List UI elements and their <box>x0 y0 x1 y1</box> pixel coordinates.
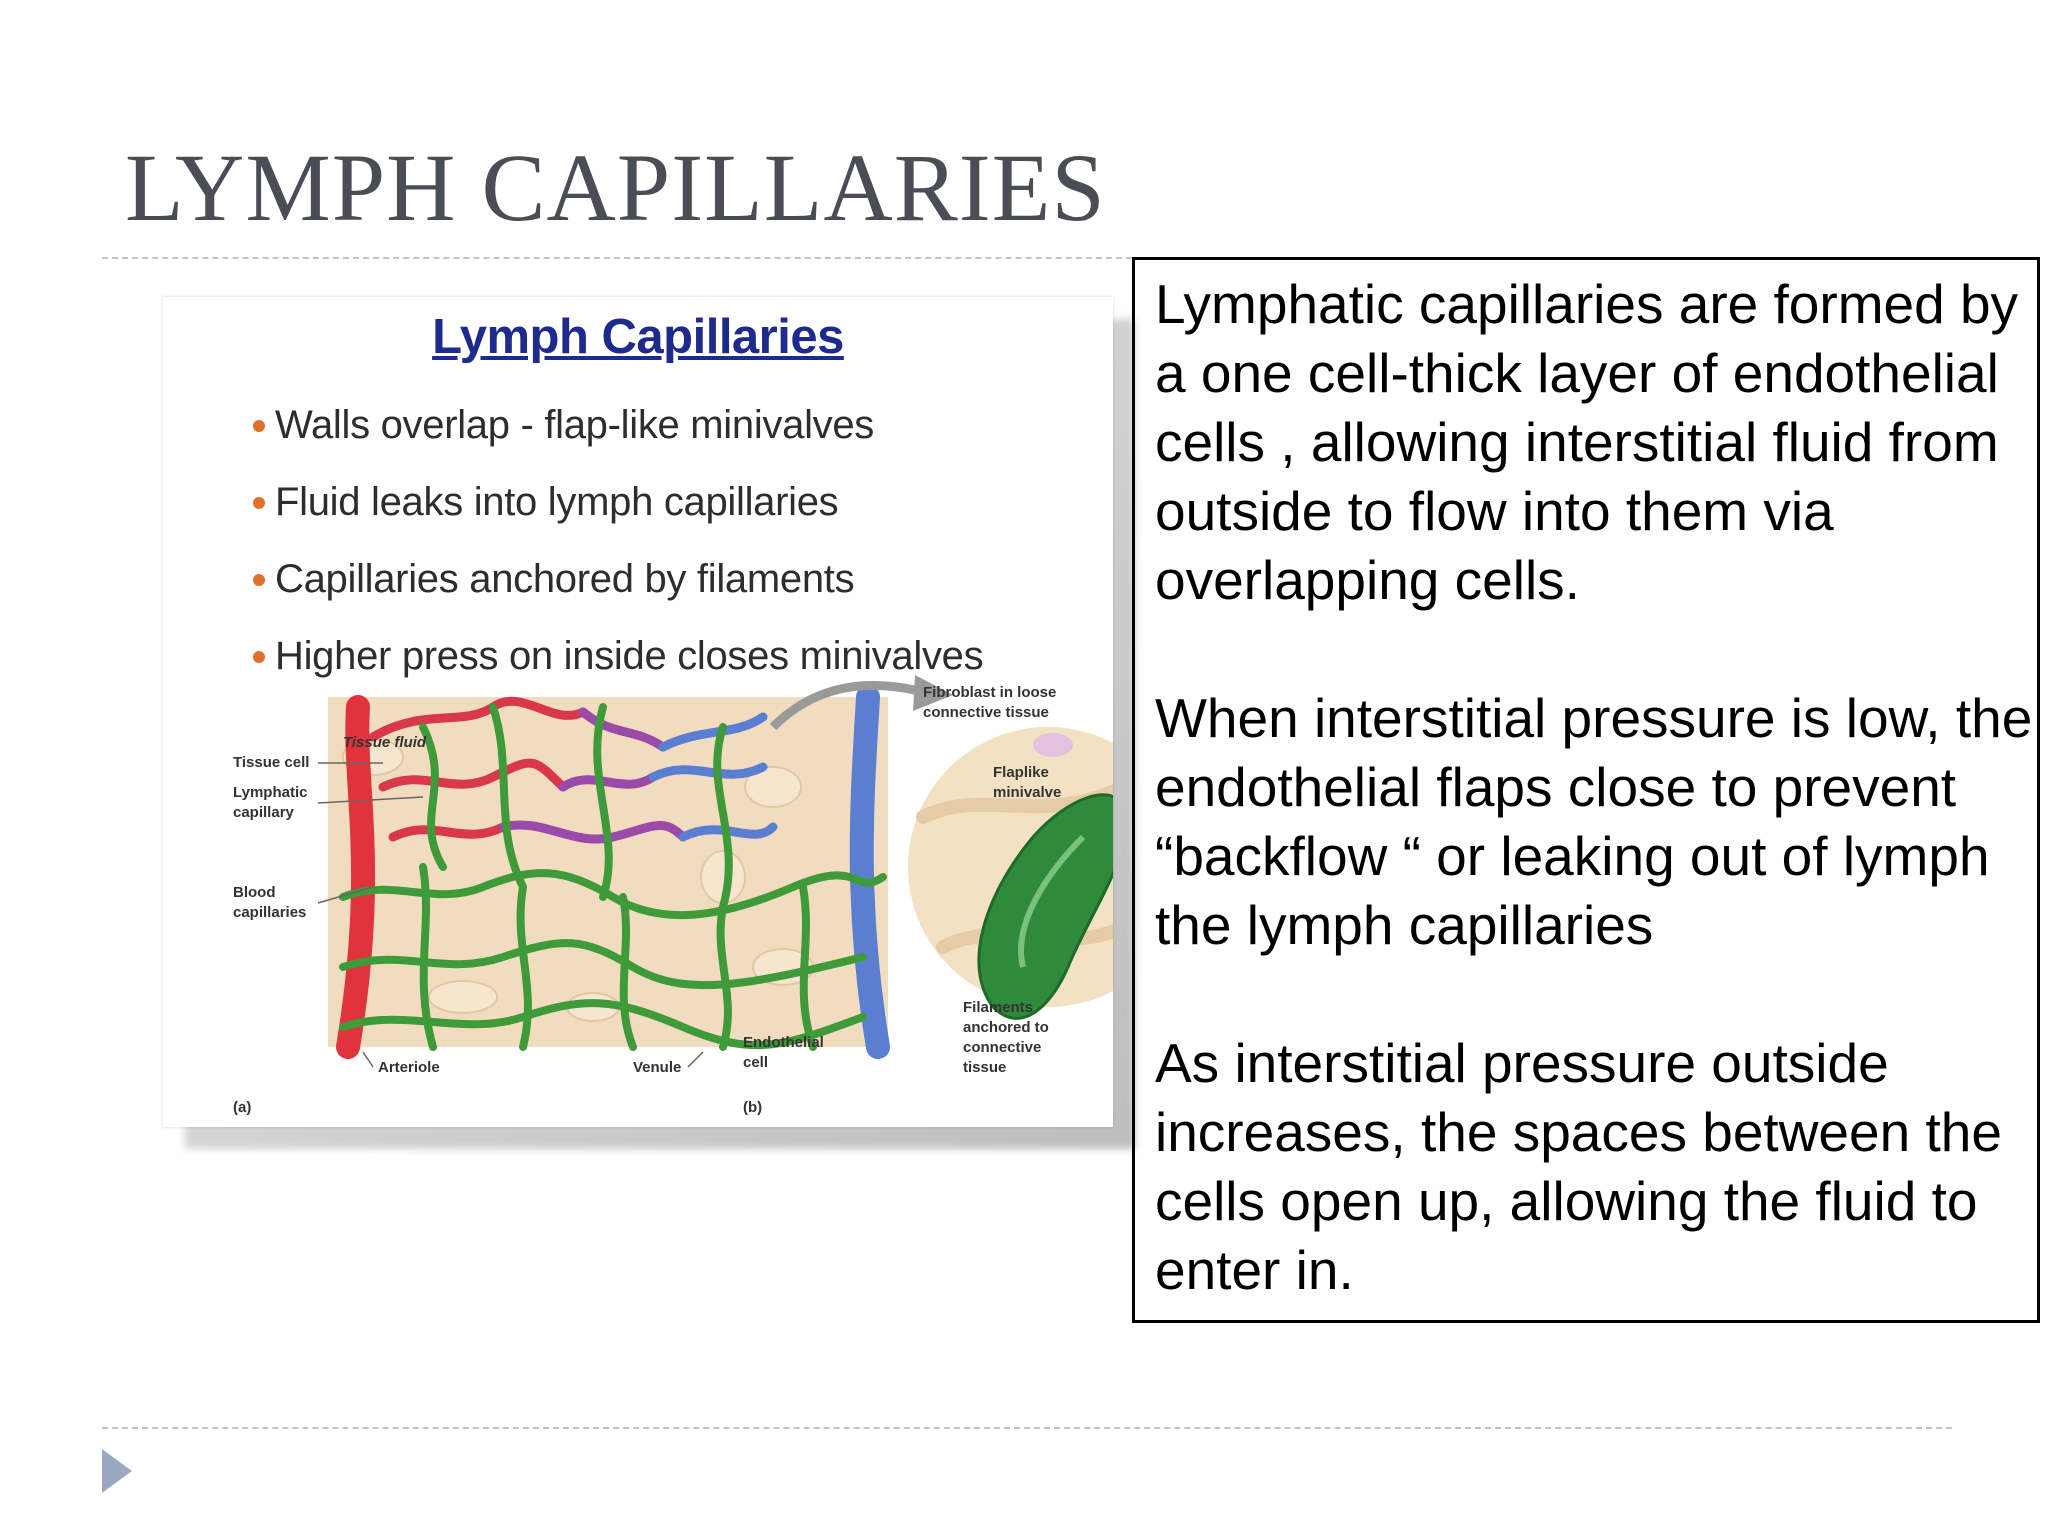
bullet-dot-icon <box>253 574 265 586</box>
explanation-paragraph: As interstitial pressure outside increases, the spaces between the cells open up, allowing the fluid to enter in. <box>1155 1032 2002 1301</box>
explanation-paragraph: Lymphatic capillaries are formed by a one cell-thick layer of endothelial cells , allowing interstitial fluid from outside to flow into them via overlapping cells. <box>1155 273 2019 611</box>
label-blood-1: Blood <box>233 884 276 901</box>
slide-corner-arrow-icon <box>102 1449 132 1493</box>
footer-divider <box>102 1427 1952 1429</box>
title-divider <box>102 257 1132 259</box>
bullet-dot-icon <box>253 651 265 663</box>
label-filaments-2: anchored to <box>963 1019 1049 1036</box>
label-arteriole: Arteriole <box>378 1059 440 1076</box>
label-panel-b: (b) <box>743 1099 763 1116</box>
bullet-dot-icon <box>253 420 265 432</box>
label-fibroblast-2: connective tissue <box>923 704 1049 721</box>
explanation-paragraph: When interstitial pressure is low, the endothelial flaps close to prevent “backflow “ or leaking out of lymph the lymph capillaries <box>1155 687 2033 956</box>
label-panel-a: (a) <box>233 1099 252 1116</box>
label-endothelial-1: Endothelial <box>743 1034 824 1051</box>
bullet-item <box>253 387 983 464</box>
label-tissue-cell: Tissue cell <box>233 754 310 771</box>
bullet-text: Walls overlap - flap-like minivalves <box>275 403 875 447</box>
label-endothelial-2: cell <box>743 1054 769 1071</box>
label-tissue-fluid: Tissue fluid <box>343 734 427 751</box>
bullet-text: Capillaries anchored by filaments <box>275 557 855 601</box>
label-venule: Venule <box>633 1059 682 1076</box>
bullet-text: Fluid leaks into lymph capillaries <box>275 480 839 524</box>
explanation-text <box>1155 270 2035 1374</box>
label-filaments-3: connective <box>963 1039 1042 1056</box>
label-blood-2: capillaries <box>233 904 307 921</box>
slide-title: LYMPH CAPILLARIES <box>125 134 1106 241</box>
figure-frame <box>163 297 1113 1127</box>
capillary-diagram <box>163 667 1113 1127</box>
label-lymphatic-1: Lymphatic <box>233 784 308 801</box>
label-filaments-4: tissue <box>963 1059 1007 1076</box>
bullet-item <box>253 464 983 541</box>
bullet-text: Higher press on inside closes minivalves <box>275 634 984 678</box>
bullet-item <box>253 541 983 618</box>
figure-heading: Lymph Capillaries <box>432 310 844 364</box>
label-flaplike-2: minivalve <box>993 784 1062 801</box>
lymph-capillaries-figure <box>163 297 1113 1127</box>
label-flaplike-1: Flaplike <box>993 764 1049 781</box>
figure-bullet-list <box>253 387 983 695</box>
bullet-dot-icon <box>253 497 265 509</box>
label-fibroblast-1: Fibroblast in loose <box>923 684 1057 701</box>
label-lymphatic-2: capillary <box>233 804 294 821</box>
label-filaments-1: Filaments <box>963 999 1034 1016</box>
fibroblast-cell <box>1033 733 1073 757</box>
